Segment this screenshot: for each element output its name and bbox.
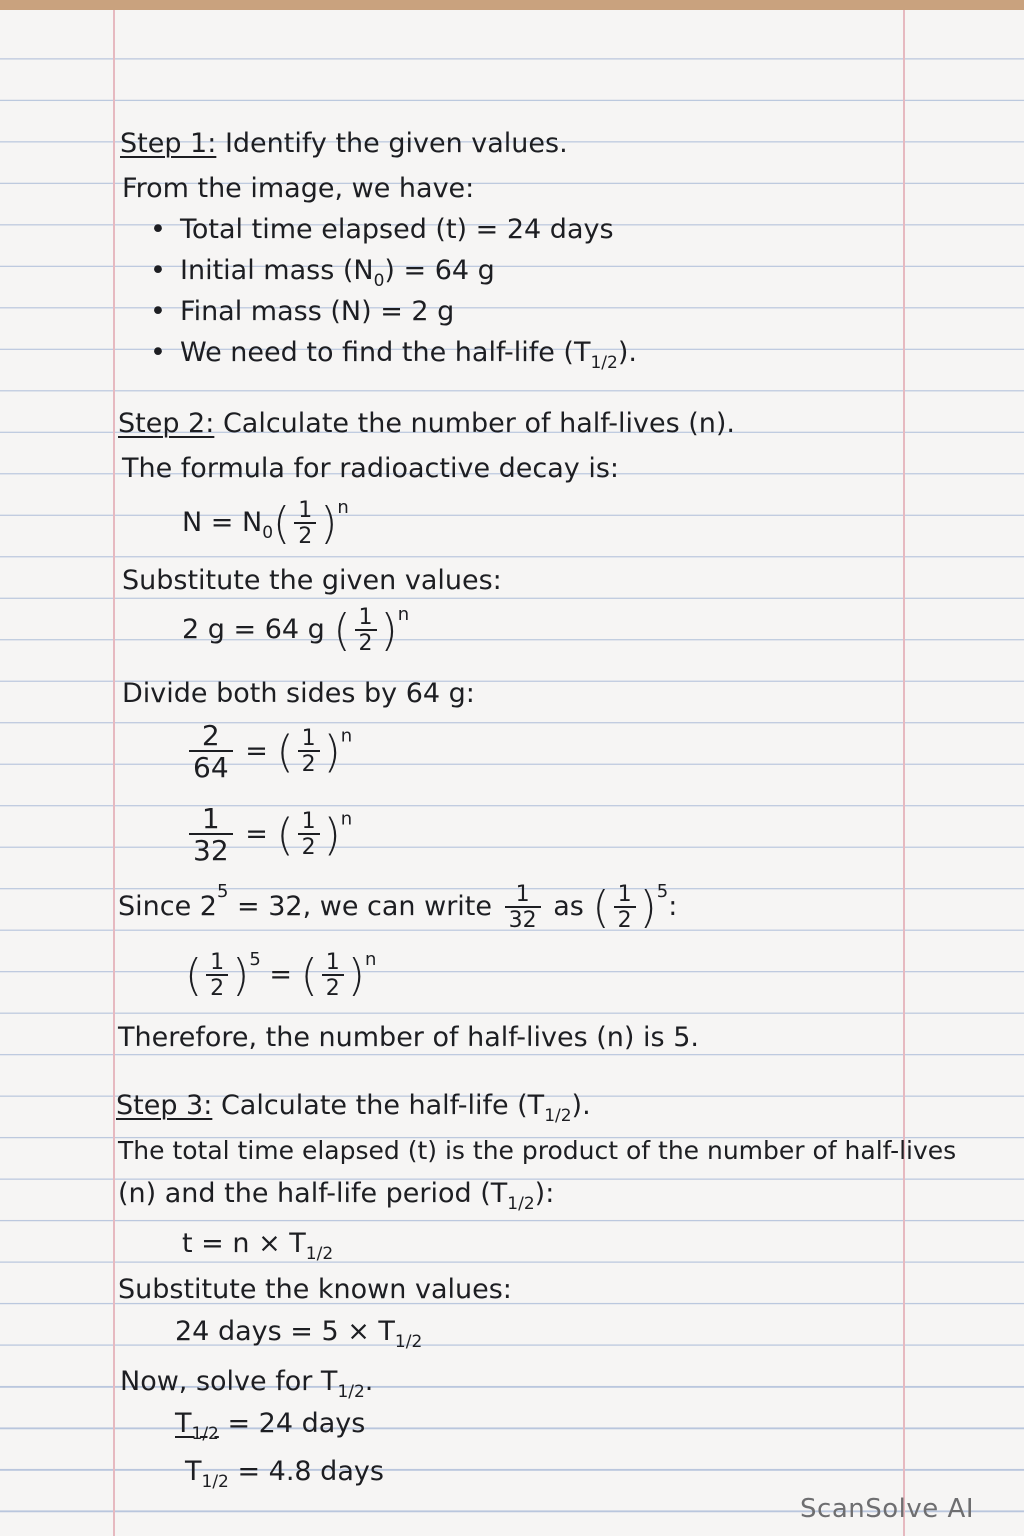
list-item: • Final mass (N) = 2 g (150, 296, 455, 327)
step2-heading (118, 408, 735, 439)
decay-formula: $N = N_0$( $\frac{1}{2}$ )$^n$ (182, 497, 349, 549)
divide-intro: Divide both sides by 64 g: (122, 678, 475, 709)
substitute-intro: Substitute the given values: (122, 565, 502, 596)
final-answer: $T_{1/2} = 4.8$ days (185, 1456, 384, 1492)
step1-heading (120, 128, 568, 159)
step3-description-line1: The total time elapsed (t) is the product of the number of half-lives (118, 1136, 957, 1165)
formula-intro: The formula for radioactive decay is: (122, 453, 620, 484)
step1-intro: From the image, we have: (122, 173, 475, 204)
watermark-logo: ScanSolve AI (800, 1494, 974, 1524)
list-item: • Total time elapsed (t) = 24 days (150, 214, 614, 245)
step1-title: Identify the given values. (224, 128, 568, 159)
step3-description-line2: (n) and the half-life period $(T_{1/2})$: (118, 1178, 555, 1214)
solve-line: Now, solve for $T_{1/2}$. (120, 1366, 374, 1402)
substituted-equation: 2 g = 64 g ( $\frac{1}{2}$ )$^n$ (182, 604, 410, 656)
equation-24-days: 24 days = $5 \times T_{1/2}$ (175, 1316, 423, 1352)
step3-heading: Step 3: Calculate the half-life $(T_{1/2})$. (116, 1090, 591, 1126)
step1-label: Step 1: (120, 128, 217, 159)
step3-label: Step 3: (116, 1090, 213, 1121)
step2-label: Step 2: (118, 408, 215, 439)
list-item: • We need to find the half-life $(T_{1/2})$. (150, 337, 637, 373)
equation-1-over-32: $\frac{1}{32}$ = ( $\frac{1}{2}$ )$^n$ (185, 805, 352, 865)
equation-2-over-64: $\frac{2}{64}$ = ( $\frac{1}{2}$ )$^n$ (185, 722, 352, 782)
equation-t-n-T: $t = n \times T_{1/2}$ (182, 1228, 334, 1264)
list-item: • Initial mass $(N_0) = 64$ g (150, 255, 495, 291)
step2-title: Calculate the number of half-lives (n). (222, 408, 736, 439)
notebook-page (0, 10, 1024, 1536)
since-line: Since $2^5 = 32$, we can write $\frac{1}{32}$ as ( $\frac{1}{2}$ )$^5$: (118, 881, 678, 933)
substitute-known-intro: Substitute the known values: (118, 1274, 512, 1305)
left-margin-line (113, 10, 115, 1536)
equation-powers: ( $\frac{1}{2}$ )$^5$ = ( $\frac{1}{2}$ )$^n$ (185, 949, 377, 1001)
equation-solve-step: $T_{1/2} = 24$ days (175, 1408, 366, 1444)
therefore-line: Therefore, the number of half-lives (n) is 5. (118, 1022, 699, 1053)
right-margin-line (903, 10, 905, 1536)
